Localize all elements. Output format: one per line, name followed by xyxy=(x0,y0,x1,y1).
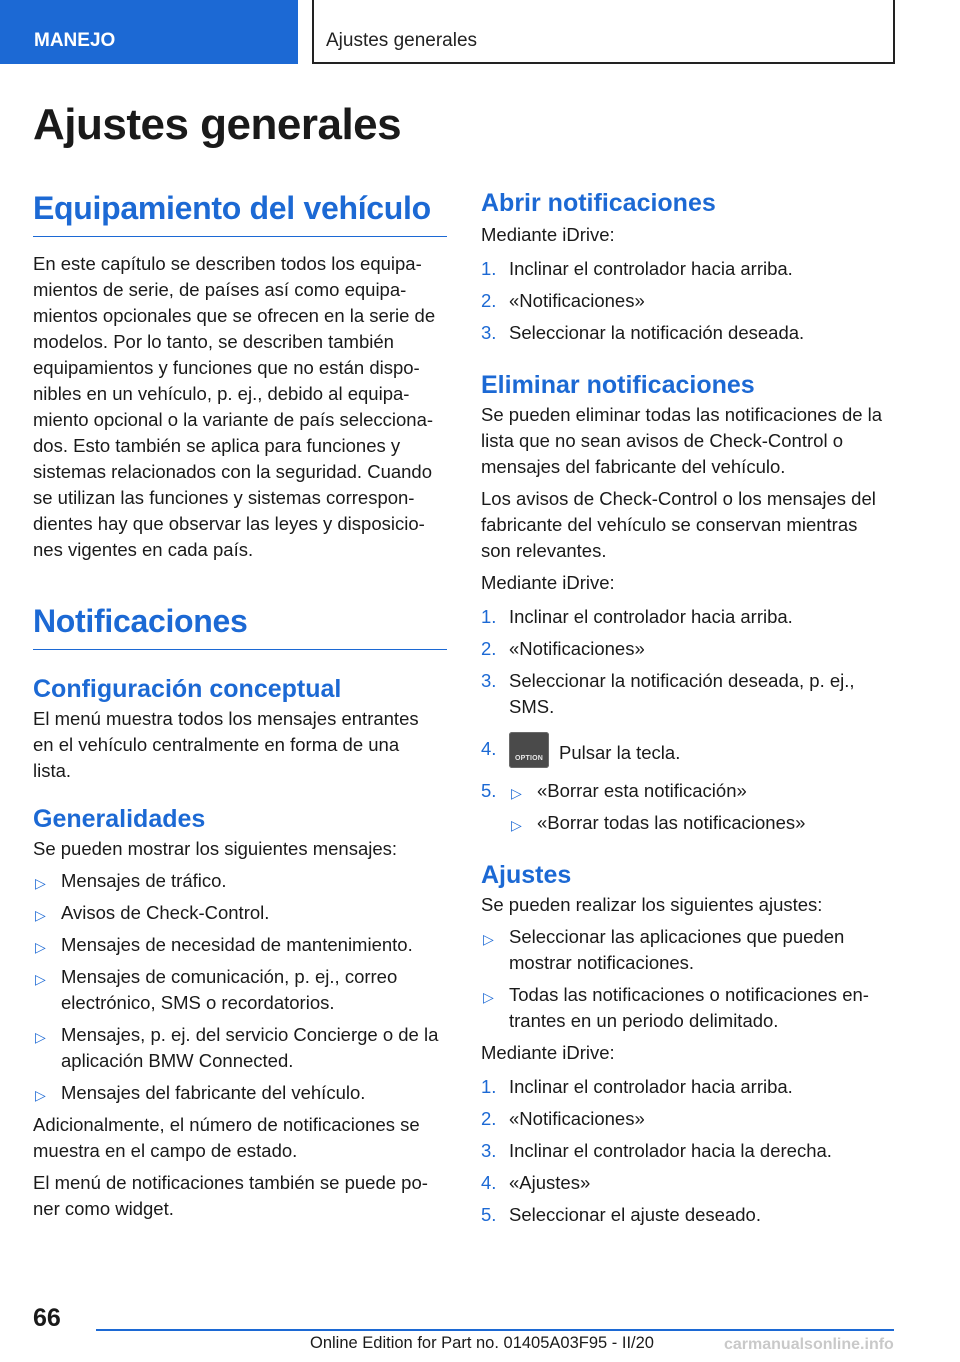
list-item xyxy=(33,900,447,926)
step-number: 4. xyxy=(481,738,497,759)
heading-eliminar: Eliminar notificaciones xyxy=(481,371,755,399)
step-text: Seleccionar la notificación deseada. xyxy=(509,322,805,343)
step-item xyxy=(481,636,895,662)
list-item-text: mostrar notificaciones. xyxy=(509,952,695,973)
step-text: «Notificaciones» xyxy=(509,1108,645,1129)
open-steps-list xyxy=(481,256,895,346)
list-item-text: electrónico, SMS o recordatorios. xyxy=(61,992,335,1013)
watermark: carmanualsonline.info xyxy=(724,1336,894,1353)
page-number: 66 xyxy=(33,1304,61,1332)
step-number: 3. xyxy=(481,670,497,691)
step-text: «Notificaciones» xyxy=(509,638,645,659)
step-number: 1. xyxy=(481,258,497,279)
heading-generalidades: Generalidades xyxy=(33,805,206,833)
triangle-right-outline-icon: ▷ xyxy=(35,1087,46,1103)
text-line: mientos opcionales que se ofrecen en la serie de xyxy=(33,305,436,326)
step-item xyxy=(481,256,895,282)
step-item xyxy=(481,1170,895,1196)
text-line: El menú de notificaciones también se puede po- xyxy=(33,1172,428,1193)
text-line: modelos. Por lo tanto, se describen también xyxy=(33,331,394,352)
list-item-text: Avisos de Check-Control. xyxy=(61,902,270,923)
text-line: ner como widget. xyxy=(33,1198,174,1219)
text-line: nibles en un vehículo, p. ej., debido al equipa- xyxy=(33,383,410,404)
chapter-header xyxy=(312,0,895,64)
chapter-label: Ajustes generales xyxy=(326,30,478,51)
abrir-intro: Mediante iDrive: xyxy=(481,224,615,245)
list-item-text: Mensajes de necesidad de mantenimiento. xyxy=(61,934,413,955)
paragraph-widget xyxy=(33,1170,447,1222)
step-number: 2. xyxy=(481,1108,497,1129)
list-item-text: Mensajes del fabricante del vehículo. xyxy=(61,1082,366,1103)
triangle-right-outline-icon: ▷ xyxy=(511,785,522,801)
text-line: sistemas relacionados con la seguridad. Cuando xyxy=(33,461,433,482)
footer-divider xyxy=(96,1329,894,1331)
delete-options-list xyxy=(509,778,895,836)
settings-steps-list xyxy=(481,1074,895,1228)
list-item xyxy=(481,924,895,976)
text-line: El menú muestra todos los mensajes entrantes xyxy=(33,708,419,729)
step-number: 3. xyxy=(481,322,497,343)
list-item-text: trantes en un periodo delimitado. xyxy=(509,1010,779,1031)
step-item xyxy=(481,668,895,720)
step-number: 1. xyxy=(481,606,497,627)
step-item xyxy=(481,1106,895,1132)
heading-equipamiento: Equipamiento del vehículo xyxy=(33,188,447,237)
triangle-right-outline-icon: ▷ xyxy=(483,989,494,1005)
text-line: mensajes del fabricante del vehículo. xyxy=(481,456,786,477)
paragraph-configuracion xyxy=(33,706,447,784)
text-line: muestra en el campo de estado. xyxy=(33,1140,298,1161)
text-line: fabricante del vehículo se conservan mientras xyxy=(481,514,858,535)
eliminar-intro: Mediante iDrive: xyxy=(481,572,615,593)
triangle-right-outline-icon: ▷ xyxy=(483,931,494,947)
step-item xyxy=(481,288,895,314)
step-item xyxy=(481,1202,895,1228)
settings-options-list xyxy=(481,924,895,1034)
step-number: 1. xyxy=(481,1076,497,1097)
step-text: Inclinar el controlador hacia arriba. xyxy=(509,606,793,627)
list-item-text: «Borrar todas las notificaciones» xyxy=(537,812,806,833)
step-text: Seleccionar el ajuste deseado. xyxy=(509,1204,761,1225)
section-label: MANEJO xyxy=(34,30,116,51)
triangle-right-outline-icon: ▷ xyxy=(511,817,522,833)
ajustes-intro: Se pueden realizar los siguientes ajustes: xyxy=(481,894,823,915)
triangle-right-outline-icon: ▷ xyxy=(35,875,46,891)
paragraph-eliminar-1 xyxy=(481,402,895,480)
paragraph-equipamiento xyxy=(33,251,447,563)
heading-abrir: Abrir notificaciones xyxy=(481,189,716,217)
left-column xyxy=(33,188,447,1222)
text-line: lista. xyxy=(33,760,72,781)
list-item-text: Mensajes de tráfico. xyxy=(61,870,227,891)
right-column xyxy=(481,186,895,1228)
step-text: Inclinar el controlador hacia arriba. xyxy=(509,1076,793,1097)
step-number: 2. xyxy=(481,290,497,311)
paragraph-adicional xyxy=(33,1112,447,1164)
message-types-list xyxy=(33,868,447,1106)
list-item xyxy=(33,964,447,1016)
text-line: En este capítulo se describen todos los equipa- xyxy=(33,253,422,274)
text-line: nes vigentes en cada país. xyxy=(33,539,254,560)
text-line: lista que no sean avisos de Check-Control o xyxy=(481,430,843,451)
list-item-text: Mensajes, p. ej. del servicio Concierge o de la xyxy=(61,1024,439,1045)
step-number: 2. xyxy=(481,638,497,659)
text-line: miento opcional o la variante de país selecciona- xyxy=(33,409,434,430)
list-item-text: Todas las notificaciones o notificaciones en- xyxy=(509,984,869,1005)
step-item xyxy=(481,778,895,836)
step-text: «Notificaciones» xyxy=(509,290,645,311)
text-line: dos. Esto también se aplica para funciones y xyxy=(33,435,401,456)
list-item-text: «Borrar esta notificación» xyxy=(537,780,747,801)
list-item-text: aplicación BMW Connected. xyxy=(61,1050,294,1071)
step-item xyxy=(481,730,895,772)
text-line: Adicionalmente, el número de notificaciones se xyxy=(33,1114,420,1135)
list-item xyxy=(33,1080,447,1106)
list-item-text: Seleccionar las aplicaciones que pueden xyxy=(509,926,845,947)
list-item xyxy=(33,868,447,894)
step-text: SMS. xyxy=(509,696,555,717)
text-line: se utilizan las funciones y sistemas correspon- xyxy=(33,487,415,508)
step-number: 3. xyxy=(481,1140,497,1161)
heading-ajustes: Ajustes xyxy=(481,861,572,889)
text-line: mientos de serie, de países así como equipa- xyxy=(33,279,407,300)
text-line: en el vehículo centralmente en forma de una xyxy=(33,734,400,755)
step-text: «Ajustes» xyxy=(509,1172,591,1193)
step-number: 5. xyxy=(481,780,497,801)
list-item xyxy=(33,932,447,958)
step-text: Pulsar la tecla. xyxy=(559,741,681,763)
text-line: son relevantes. xyxy=(481,540,607,561)
option-key-icon xyxy=(509,732,549,768)
triangle-right-outline-icon: ▷ xyxy=(35,971,46,987)
step-item xyxy=(481,1138,895,1164)
step-number: 5. xyxy=(481,1204,497,1225)
triangle-right-outline-icon: ▷ xyxy=(35,907,46,923)
list-item-text: Mensajes de comunicación, p. ej., correo xyxy=(61,966,398,987)
step-item xyxy=(481,604,895,630)
list-item xyxy=(481,982,895,1034)
paragraph-eliminar-2 xyxy=(481,486,895,564)
section-tab xyxy=(0,0,298,64)
heading-notificaciones: Notificaciones xyxy=(33,601,447,650)
triangle-right-outline-icon: ▷ xyxy=(35,1029,46,1045)
list-item xyxy=(509,810,895,836)
text-line: dientes hay que observar las leyes y disposicio- xyxy=(33,513,425,534)
triangle-right-outline-icon: ▷ xyxy=(35,939,46,955)
text-line: Se pueden eliminar todas las notificaciones de la xyxy=(481,404,883,425)
delete-steps-list xyxy=(481,604,895,836)
generalidades-intro: Se pueden mostrar los siguientes mensajes: xyxy=(33,838,398,859)
step-item xyxy=(481,320,895,346)
heading-configuracion: Configuración conceptual xyxy=(33,675,342,703)
step-number: 4. xyxy=(481,1172,497,1193)
step-item xyxy=(481,1074,895,1100)
option-key-label: OPTION xyxy=(514,755,544,762)
text-line: Los avisos de Check-Control o los mensajes del xyxy=(481,488,876,509)
page-title: Ajustes generales xyxy=(33,100,402,149)
edition-text: Online Edition for Part no. 01405A03F95 - II/20 xyxy=(310,1334,654,1352)
step-text: Inclinar el controlador hacia la derecha. xyxy=(509,1140,832,1161)
list-item xyxy=(33,1022,447,1074)
ajustes-drive: Mediante iDrive: xyxy=(481,1042,615,1063)
text-line: equipamientos y funciones que no están dispo- xyxy=(33,357,420,378)
list-item xyxy=(509,778,895,804)
step-text: Inclinar el controlador hacia arriba. xyxy=(509,258,793,279)
step-text: Seleccionar la notificación deseada, p. ej., xyxy=(509,670,855,691)
